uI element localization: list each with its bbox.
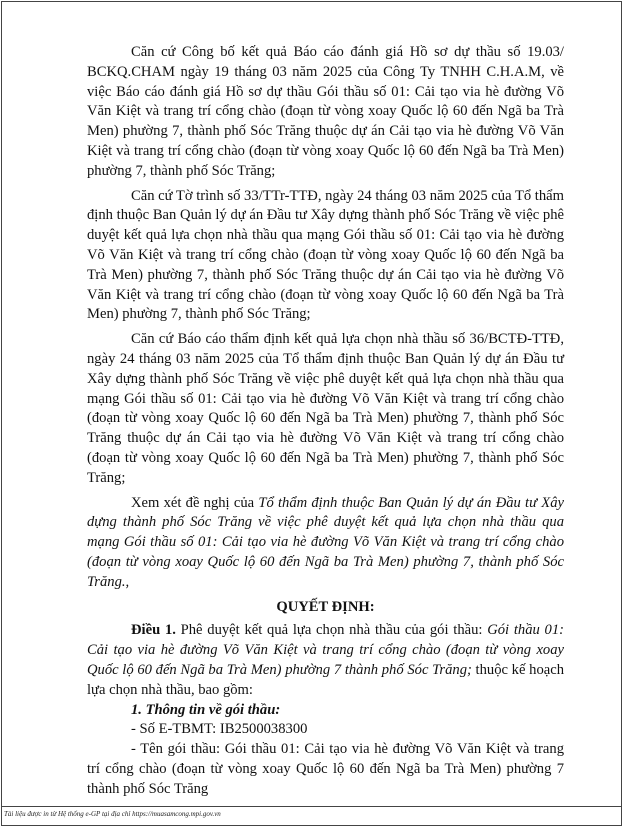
article-1-label: Điều 1. xyxy=(131,622,176,639)
item-package-name: - Tên gói thầu: Gói thầu 01: Cải tạo via hè đường Võ Văn Kiệt và trang trí cổng chào (đoạn từ vòng xoay Quốc lộ 60 đến Ngã ba Trà Men) phường 7 thành phố Sóc Trăng xyxy=(87,741,564,797)
article-1-lead: Phê duyệt kết quả lựa chọn nhà thầu của gói thầu: xyxy=(175,622,488,639)
item-tbmt-number: - Số E-TBMT: IB2500038300 xyxy=(131,721,308,738)
paragraph-basis-2: Căn cứ Tờ trình số 33/TTr-TTĐ, ngày 24 tháng 03 năm 2025 của Tổ thẩm định thuộc Ban Quản lý dự án Đầu tư Xây dựng thành phố Sóc Trăng về việc phê duyệt kết quả lựa chọn nhà thầu qua mạng Gói thầu số 01: Cải tạo via hè đường Võ Văn Kiệt và trang trí cổng chào (đoạn từ vòng xoay Quốc lộ 60 đến Ngã ba Trà Men) phường 7, thành phố Sóc Trăng thuộc dự án Cải tạo via hè đường Võ Văn Kiệt và trang trí cổng chào (đoạn từ vòng xoay Quốc lộ 60 đến Ngã ba Trà Men) phường 7, thành phố Sóc Trăng; xyxy=(87,187,564,323)
section-1-heading: 1. Thông tin về gói thầu: xyxy=(131,701,281,718)
paragraph-basis-3: Căn cứ Báo cáo thẩm định kết quả lựa chọn nhà thầu số 36/BCTĐ-TTĐ, ngày 24 tháng 03 năm 2025 của Tổ thẩm định thuộc Ban Quản lý dự án Đầu tư Xây dựng thành phố Sóc Trăng về việc phê duyệt kết quả lựa chọn nhà thầu qua mạng Gói thầu số 01: Cải tạo via hè đường Võ Văn Kiệt và trang trí cổng chào (đoạn từ vòng xoay Quốc lộ 60 đến Ngã ba Trà Men) phường 7, thành phố Sóc Trăng thuộc dự án Cải tạo via hè đường Võ Văn Kiệt và trang trí cổng chào (đoạn từ vòng xoay Quốc lộ 60 đến Ngã ba Trà Men) phường 7, thành phố Sóc Trăng; xyxy=(87,331,564,486)
decision-heading: QUYẾT ĐỊNH: xyxy=(276,598,375,615)
page-footer: Tài liệu được in từ Hệ thống e-GP tại địa chỉ https://muasamcong.mpi.gov.vn xyxy=(1,806,622,818)
consideration-lead: Xem xét đề nghị của xyxy=(131,494,259,511)
article-1-tail: thuộc kế hoạch lựa chọn nhà thầu, bao gồm: xyxy=(87,661,564,698)
paragraph-basis-1: Căn cứ Công bố kết quả Báo cáo đánh giá Hồ sơ dự thầu số 19.03/ BCKQ.CHAM ngày 19 tháng 03 năm 2025 của Công Ty TNHH C.H.A.M, về việc Báo cáo đánh giá Hồ sơ dự thầu Gói thầu số 01: Cải tạo via hè đường Võ Văn Kiệt và trang trí cổng chào (đoạn từ vòng xoay Quốc lộ 60 đến Ngã ba Trà Men) phường 7, thành phố Sóc Trăng thuộc dự án Cải tạo via hè đường Võ Văn Kiệt và trang trí cổng chào (đoạn từ vòng xoay Quốc lộ 60 đến Ngã ba Trà Men) phường 7, thành phố Sóc Trăng; xyxy=(87,44,564,179)
paragraph-consideration xyxy=(87,494,564,593)
consideration-italic: Tổ thẩm định thuộc Ban Quản lý dự án Đầu tư Xây dựng thành phố Sóc Trăng về việc phê duyệt kết quả lựa chọn nhà thầu qua mạng Gói thầu số 01: Cải tạo via hè đường Võ Văn Kiệt và trang trí cổng chào (đoạn từ vòng xoay Quốc lộ 60 đến Ngã ba Trà Men) phường 7, thành phố Sóc Trăng., xyxy=(87,494,564,590)
document-body xyxy=(87,43,564,799)
article-1 xyxy=(87,621,564,700)
article-1-package: Gói thầu 01: Cải tạo via hè đường Võ Văn Kiệt và trang trí cổng chào (đoạn từ vòng xoay Quốc lộ 60 đến Ngã ba Trà Men) phường 7 thành phố Sóc Trăng; xyxy=(87,622,564,678)
